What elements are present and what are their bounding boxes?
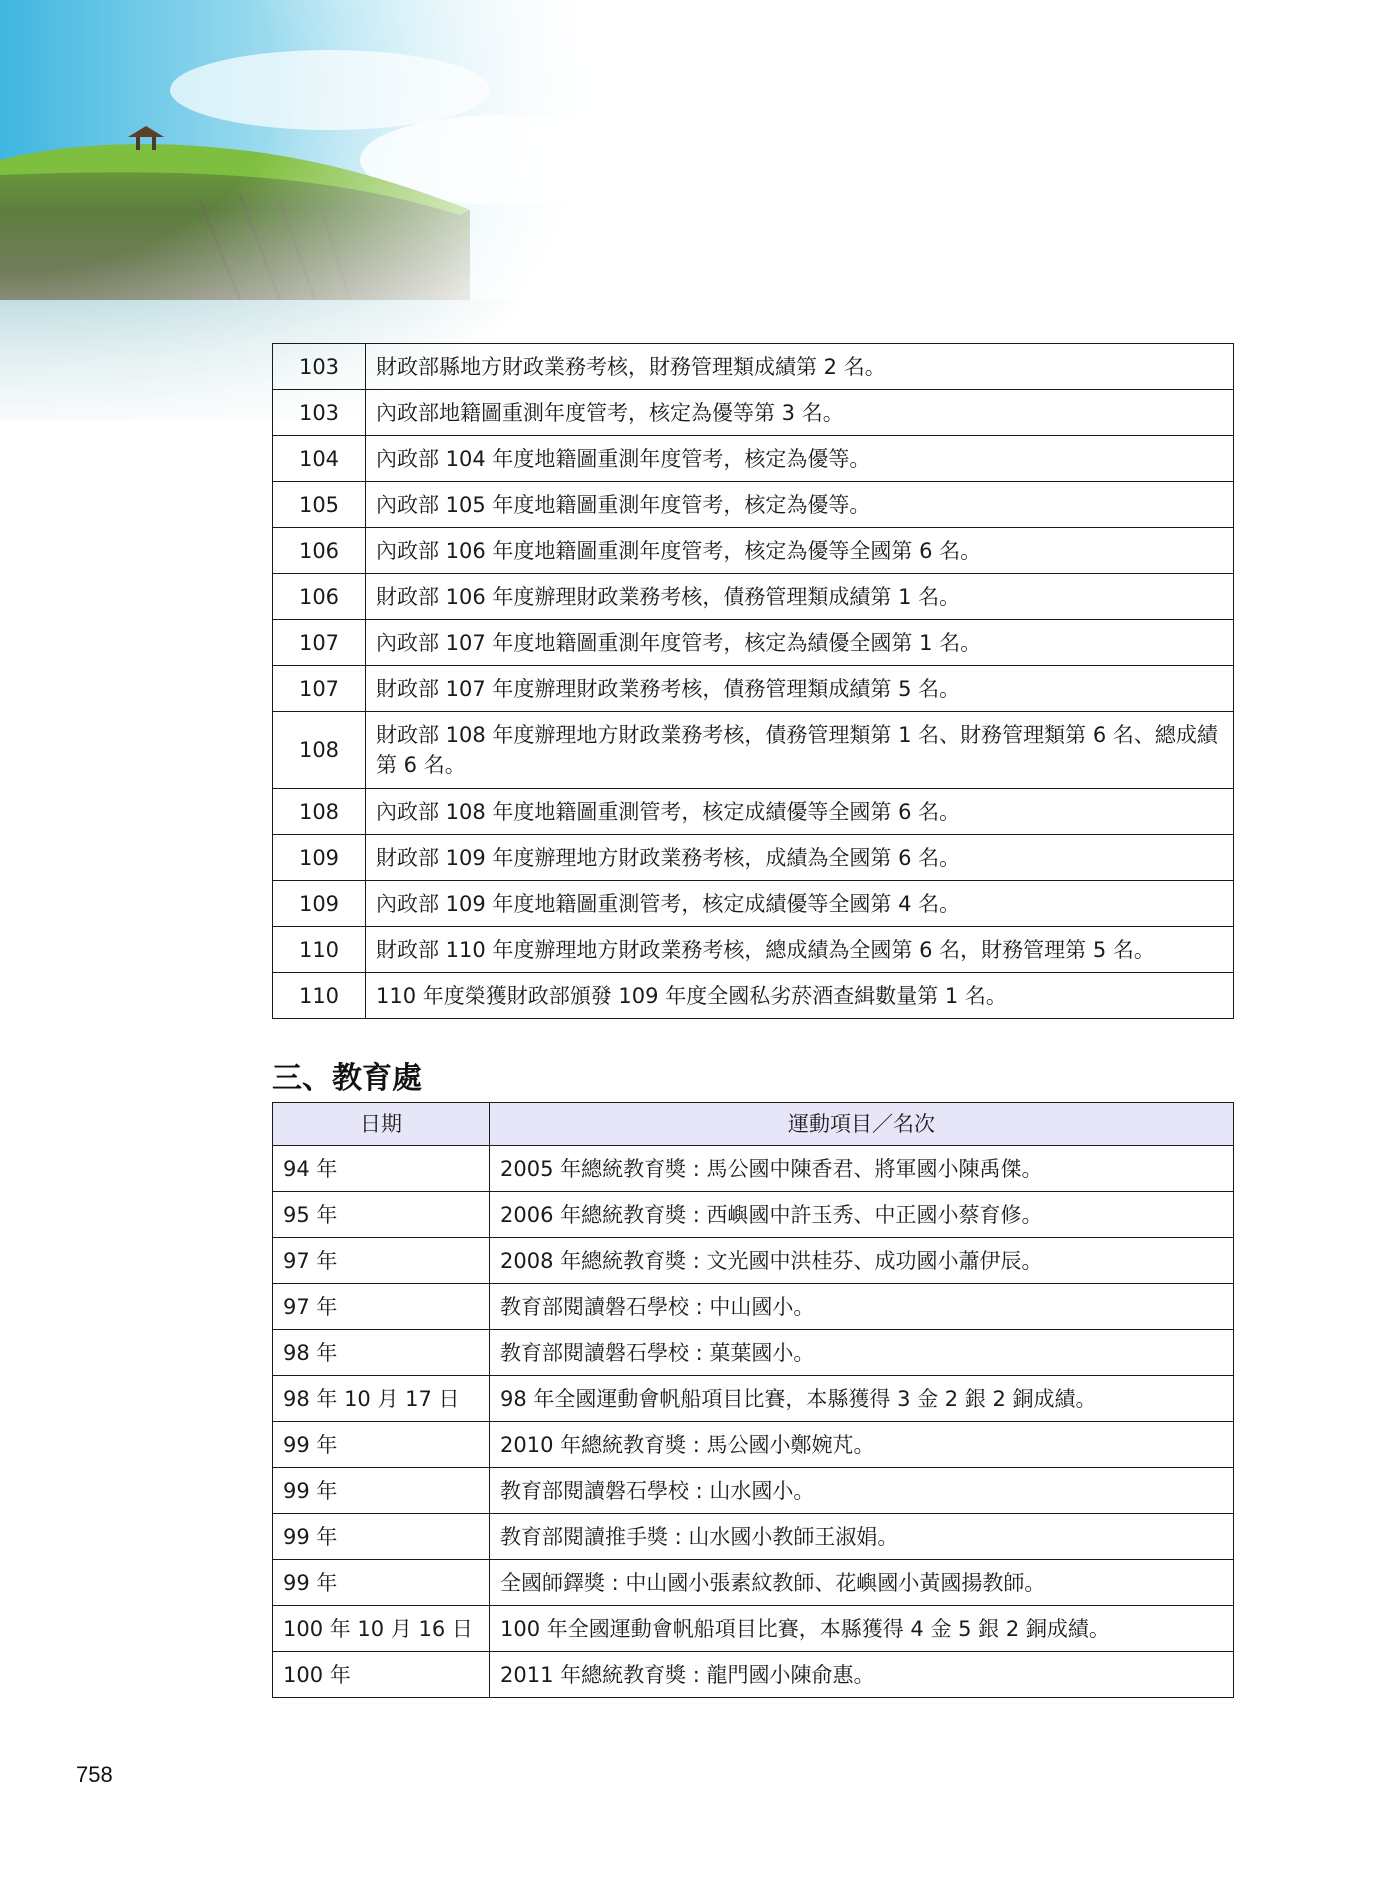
year-cell: 106 xyxy=(273,574,366,620)
item-cell: 2005 年總統教育獎 : 馬公國中陳香君、將軍國小陳禹傑。 xyxy=(490,1146,1234,1192)
date-cell: 99 年 xyxy=(273,1560,490,1606)
description-cell: 內政部地籍圖重測年度管考，核定為優等第 3 名。 xyxy=(366,390,1234,436)
description-cell: 內政部 107 年度地籍圖重測年度管考，核定為績優全國第 1 名。 xyxy=(366,620,1234,666)
date-cell: 97 年 xyxy=(273,1284,490,1330)
table-header-row xyxy=(273,1103,1234,1146)
item-cell: 2011 年總統教育獎 : 龍門國小陳俞惠。 xyxy=(490,1652,1234,1698)
table-row xyxy=(273,789,1234,835)
item-cell: 2006 年總統教育獎 : 西嶼國中許玉秀、中正國小蔡育修。 xyxy=(490,1192,1234,1238)
table-row xyxy=(273,666,1234,712)
item-cell: 教育部閱讀推手獎 : 山水國小教師王淑娟。 xyxy=(490,1514,1234,1560)
item-cell: 全國師鐸獎 : 中山國小張素紋教師、花嶼國小黃國揚教師。 xyxy=(490,1560,1234,1606)
item-cell: 98 年全國運動會帆船項目比賽，本縣獲得 3 金 2 銀 2 銅成績。 xyxy=(490,1376,1234,1422)
item-cell: 教育部閱讀磐石學校 : 中山國小。 xyxy=(490,1284,1234,1330)
year-cell: 105 xyxy=(273,482,366,528)
table-row xyxy=(273,1514,1234,1560)
education-awards-table xyxy=(272,1102,1234,1698)
table-row xyxy=(273,390,1234,436)
table-row xyxy=(273,344,1234,390)
item-cell: 2010 年總統教育獎 : 馬公國小鄭婉芃。 xyxy=(490,1422,1234,1468)
year-cell: 110 xyxy=(273,927,366,973)
table-row xyxy=(273,1468,1234,1514)
description-cell: 內政部 109 年度地籍圖重測管考，核定成績優等全國第 4 名。 xyxy=(366,881,1234,927)
table-row xyxy=(273,620,1234,666)
item-cell: 教育部閱讀磐石學校 : 山水國小。 xyxy=(490,1468,1234,1514)
table-row xyxy=(273,1192,1234,1238)
table-row xyxy=(273,1376,1234,1422)
page-number: 758 xyxy=(76,1762,113,1787)
year-cell: 109 xyxy=(273,881,366,927)
date-cell: 95 年 xyxy=(273,1192,490,1238)
table-row xyxy=(273,436,1234,482)
table-row xyxy=(273,712,1234,789)
date-cell: 99 年 xyxy=(273,1468,490,1514)
table-row xyxy=(273,1146,1234,1192)
year-cell: 108 xyxy=(273,789,366,835)
year-cell: 108 xyxy=(273,712,366,789)
date-cell: 99 年 xyxy=(273,1514,490,1560)
date-cell: 94 年 xyxy=(273,1146,490,1192)
date-cell: 100 年 xyxy=(273,1652,490,1698)
table-row xyxy=(273,528,1234,574)
year-cell: 103 xyxy=(273,344,366,390)
description-cell: 財政部 110 年度辦理地方財政業務考核，總成績為全國第 6 名，財務管理第 5 名。 xyxy=(366,927,1234,973)
table-row xyxy=(273,1560,1234,1606)
year-cell: 109 xyxy=(273,835,366,881)
item-cell: 2008 年總統教育獎 : 文光國中洪桂芬、成功國小蕭伊辰。 xyxy=(490,1238,1234,1284)
table-row xyxy=(273,574,1234,620)
date-cell: 99 年 xyxy=(273,1422,490,1468)
description-cell: 財政部 109 年度辦理地方財政業務考核，成績為全國第 6 名。 xyxy=(366,835,1234,881)
date-cell: 97 年 xyxy=(273,1238,490,1284)
table-row xyxy=(273,927,1234,973)
header-date: 日期 xyxy=(273,1103,490,1146)
table-row xyxy=(273,973,1234,1019)
date-cell: 100 年 10 月 16 日 xyxy=(273,1606,490,1652)
year-cell: 110 xyxy=(273,973,366,1019)
header-item: 運動項目／名次 xyxy=(490,1103,1234,1146)
date-cell: 98 年 xyxy=(273,1330,490,1376)
description-cell: 內政部 104 年度地籍圖重測年度管考，核定為優等。 xyxy=(366,436,1234,482)
description-cell: 內政部 106 年度地籍圖重測年度管考，核定為優等全國第 6 名。 xyxy=(366,528,1234,574)
description-cell: 110 年度榮獲財政部頒發 109 年度全國私劣菸酒查緝數量第 1 名。 xyxy=(366,973,1234,1019)
item-cell: 教育部閱讀磐石學校 : 菓葉國小。 xyxy=(490,1330,1234,1376)
table-row xyxy=(273,1652,1234,1698)
description-cell: 財政部縣地方財政業務考核，財務管理類成績第 2 名。 xyxy=(366,344,1234,390)
year-cell: 107 xyxy=(273,620,366,666)
achievements-table xyxy=(272,343,1234,1019)
table-row xyxy=(273,1238,1234,1284)
table-row xyxy=(273,1330,1234,1376)
description-cell: 內政部 108 年度地籍圖重測管考，核定成績優等全國第 6 名。 xyxy=(366,789,1234,835)
description-cell: 財政部 108 年度辦理地方財政業務考核，債務管理類第 1 名、財務管理類第 6 名、總成績第 6 名。 xyxy=(366,712,1234,789)
description-cell: 內政部 105 年度地籍圖重測年度管考，核定為優等。 xyxy=(366,482,1234,528)
table-row xyxy=(273,1284,1234,1330)
table-row xyxy=(273,835,1234,881)
table-row xyxy=(273,1606,1234,1652)
table-row xyxy=(273,881,1234,927)
description-cell: 財政部 107 年度辦理財政業務考核，債務管理類成績第 5 名。 xyxy=(366,666,1234,712)
year-cell: 107 xyxy=(273,666,366,712)
year-cell: 106 xyxy=(273,528,366,574)
year-cell: 103 xyxy=(273,390,366,436)
date-cell: 98 年 10 月 17 日 xyxy=(273,1376,490,1422)
section-title: 三、教育處 xyxy=(272,1061,422,1096)
item-cell: 100 年全國運動會帆船項目比賽，本縣獲得 4 金 5 銀 2 銅成績。 xyxy=(490,1606,1234,1652)
table-row xyxy=(273,482,1234,528)
year-cell: 104 xyxy=(273,436,366,482)
description-cell: 財政部 106 年度辦理財政業務考核，債務管理類成績第 1 名。 xyxy=(366,574,1234,620)
table-row xyxy=(273,1422,1234,1468)
